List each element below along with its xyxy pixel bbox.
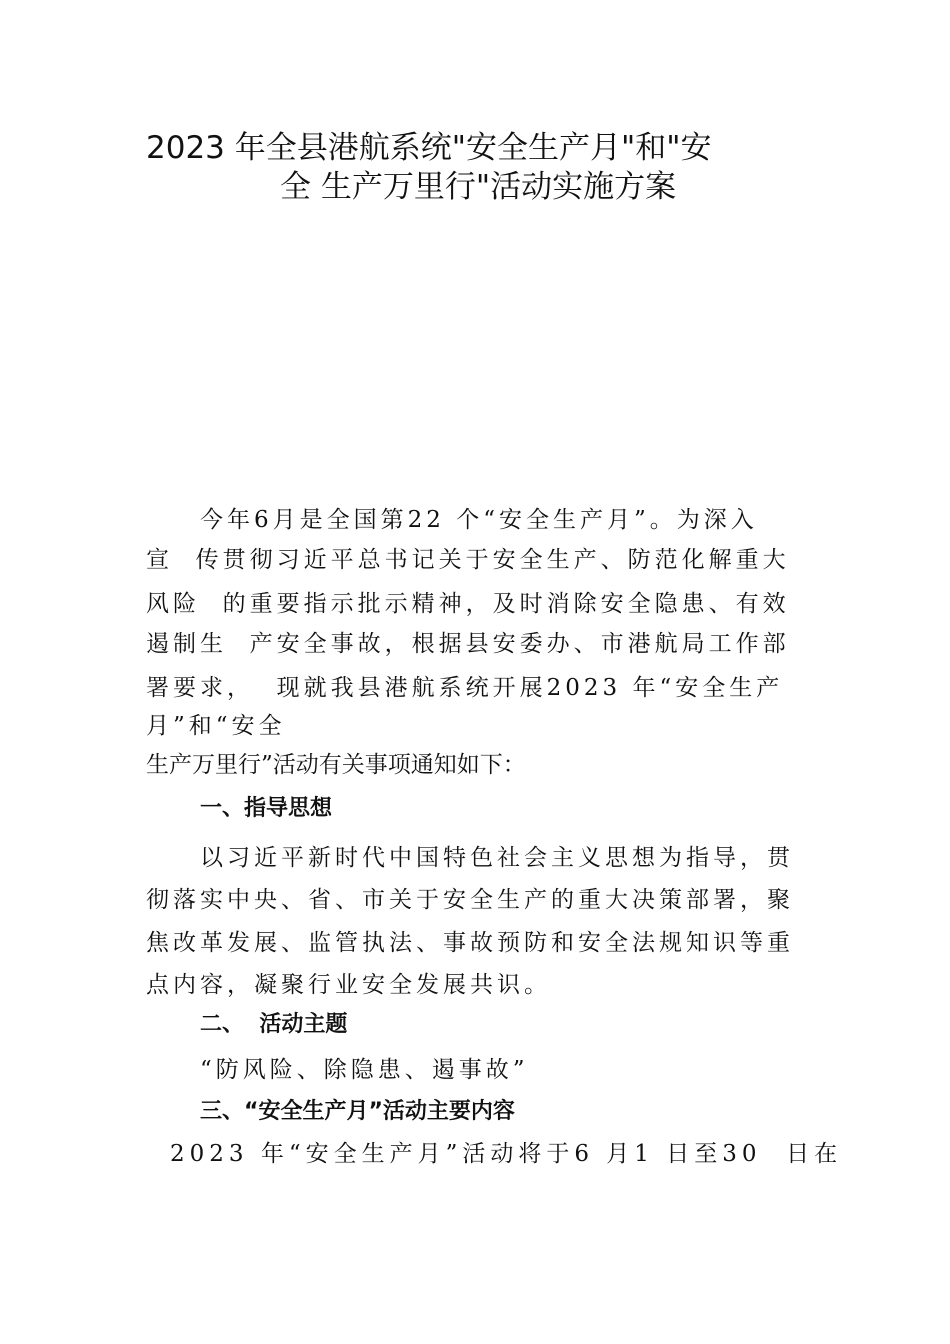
intro-paragraph-line: 生产万里行”活动有关事项通知如下：: [146, 752, 526, 778]
section-1-paragraph-line: 以习近平新时代中国特色社会主义思想为指导，贯: [200, 845, 794, 871]
section-1-paragraph-line: 焦改革发展、监管执法、事故预防和安全法规知识等重: [146, 930, 794, 956]
intro-paragraph-line: 遏制生 产安全事故，根据县安委办、市港航局工作部: [146, 631, 790, 657]
document-title-line-2: 全 生产万里行"活动实施方案: [280, 169, 677, 205]
section-1-paragraph-line: 点内容，凝聚行业安全发展共识。: [146, 972, 551, 998]
activity-theme-text: “防风险、除隐患、遏事故”: [200, 1057, 529, 1083]
intro-paragraph-line: 月”和“安全: [146, 713, 286, 739]
section-1-paragraph-line: 彻落实中央、省、市关于安全生产的重大决策部署，聚: [146, 887, 794, 913]
intro-paragraph-line: 宣 传贯彻习近平总书记关于安全生产、防范化解重大: [146, 547, 790, 573]
section-heading-activity-theme: 二、 活动主题: [200, 1012, 348, 1037]
intro-paragraph-line: 署要求， 现就我县港航系统开展2023 年“安全生产: [146, 675, 784, 701]
section-heading-guiding-ideology: 一、指导思想: [200, 796, 333, 821]
intro-paragraph-line: 今年6月是全国第22 个“安全生产月”。为深入: [200, 507, 758, 533]
section-3-paragraph-line: 2023 年“安全生产月”活动将于6 月1 日至30 日在: [170, 1141, 843, 1167]
document-title-line-1: 2023 年全县港航系统"安全生产月"和"安: [146, 130, 712, 166]
section-heading-main-content: 三、“安全生产月”活动主要内容: [200, 1099, 515, 1124]
intro-paragraph-line: 风险 的重要指示批示精神，及时消除安全隐患、有效: [146, 591, 790, 617]
